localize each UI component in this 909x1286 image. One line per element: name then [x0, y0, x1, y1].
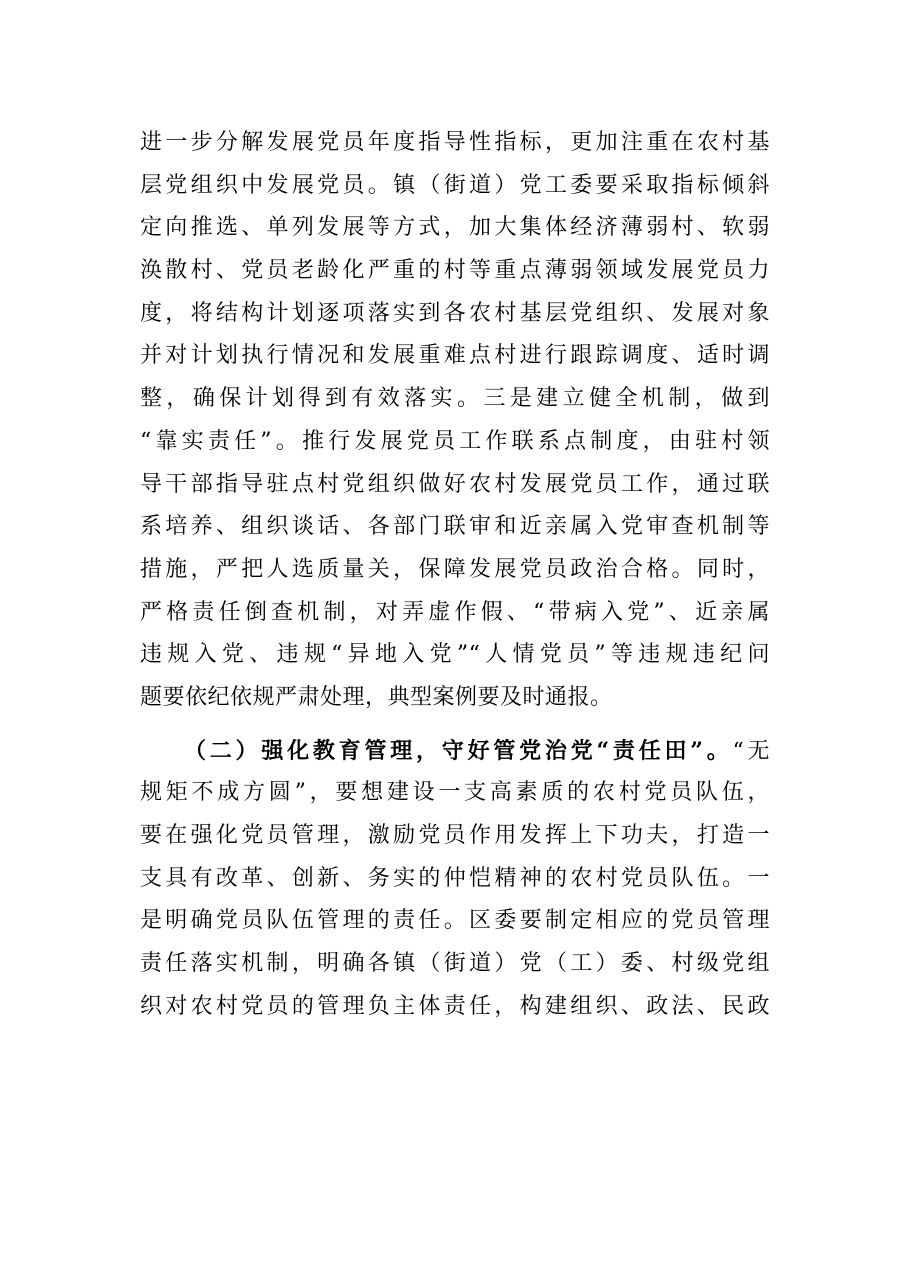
text-line: 是明确党员队伍管理的责任。区委要制定相应的党员管理 [140, 908, 770, 934]
text-line: 题要依纪依规严肃处理，典型案例要及时通报。 [140, 684, 613, 710]
paragraph-spacer [140, 720, 770, 730]
text-line: 织对农村党员的管理负主体责任，构建组织、政法、民政 [140, 993, 770, 1019]
text-line: “靠实责任”。推行发展党员工作联系点制度，由驻村领 [140, 428, 770, 454]
text-line: 度，将结构计划逐项落实到各农村基层党组织、发展对象 [140, 300, 770, 326]
text-line: 并对计划执行情况和发展重难点村进行跟踪调度、适时调 [140, 343, 770, 369]
text-line: 责任落实机制，明确各镇（街道）党（工）委、村级党组 [140, 951, 770, 977]
text-line: 违规入党、违规“异地入党”“人情党员”等违规违纪问 [140, 642, 770, 668]
text-line: 定向推选、单列发展等方式，加大集体经济薄弱村、软弱 [140, 215, 770, 241]
text-line: 要在强化党员管理，激励党员作用发挥上下功夫，打造一 [140, 823, 770, 848]
text-line: 进一步分解发展党员年度指导性指标，更加注重在农村基 [140, 130, 770, 155]
heading-line-continuation: “无 [732, 738, 770, 764]
paragraph-1 [140, 122, 770, 720]
text-line: 规矩不成方圆”，要想建设一支高素质的农村党员队伍， [140, 780, 770, 806]
text-line: 整，确保计划得到有效落实。三是建立健全机制，做到 [140, 386, 770, 412]
text-line: 系培养、组织谈话、各部门联审和近亲属入党审查机制等 [140, 514, 770, 540]
text-line: 导干部指导驻点村党组织做好农村发展党员工作，通过联 [140, 471, 770, 497]
text-line: 严格责任倒查机制，对弄虚作假、“带病入党”、近亲属 [140, 599, 770, 625]
text-line: 措施，严把人选质量关，保障发展党员政治合格。同时， [140, 556, 770, 582]
text-line: 层党组织中发展党员。镇（街道）党工委要采取指标倾斜 [140, 172, 770, 198]
text-line: 涣散村、党员老龄化严重的村等重点薄弱领域发展党员力 [140, 258, 770, 284]
text-line: 支具有改革、创新、务实的仲恺精神的农村党员队伍。一 [140, 865, 770, 891]
paragraph-2 [140, 730, 770, 1029]
paragraph-heading-line [140, 730, 770, 773]
section-heading: （二）强化教育管理，守好管党治党“责任田”。 [184, 737, 733, 764]
document-body [140, 122, 770, 1028]
